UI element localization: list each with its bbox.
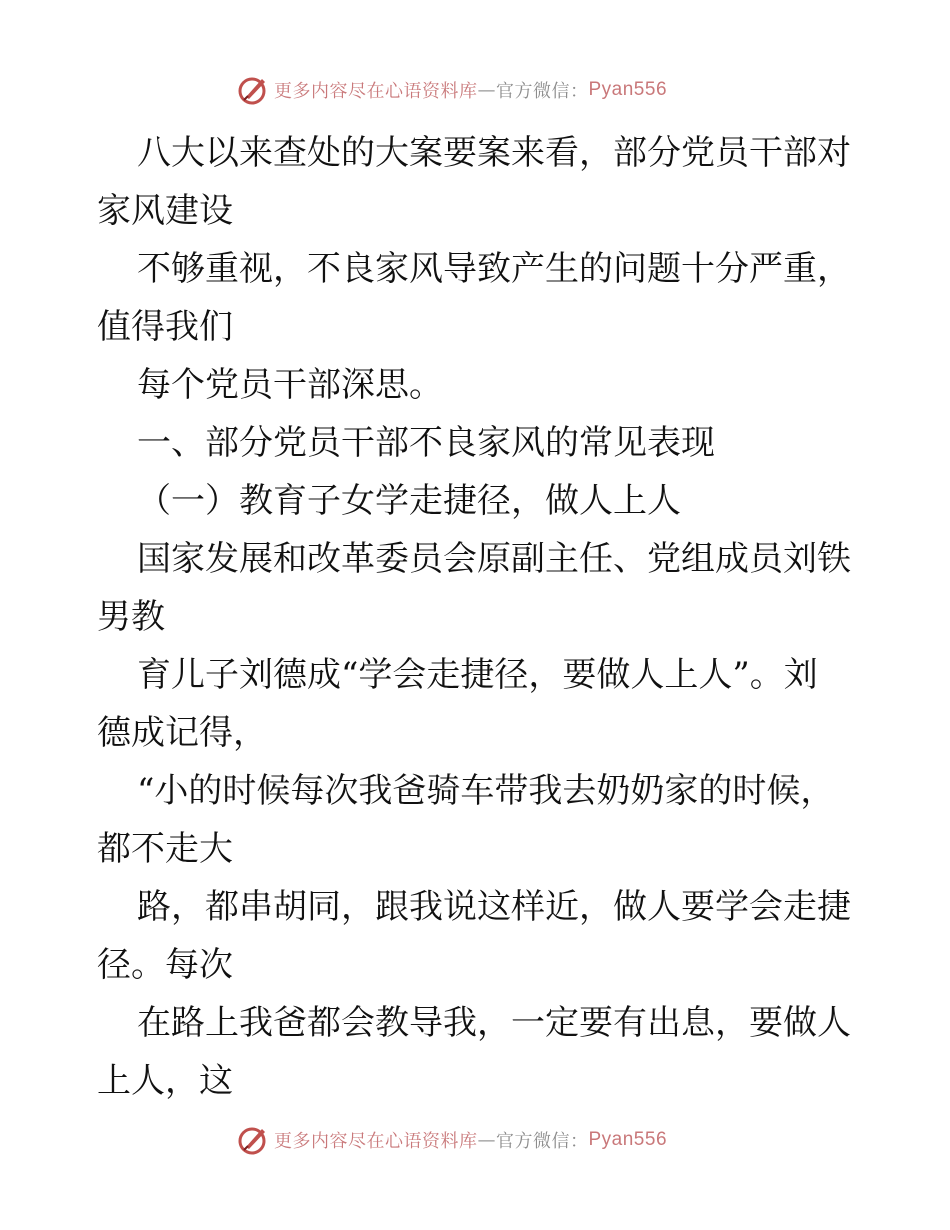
header-wechat-handle: Pyan556 — [588, 79, 668, 100]
body-line: 德成记得， — [97, 713, 267, 753]
quill-pen-seal-icon — [236, 1123, 270, 1157]
header-dash: — — [477, 79, 496, 101]
header-banner — [236, 72, 716, 108]
body-text — [97, 124, 867, 1110]
body-line: 上人，这 — [97, 1061, 233, 1101]
body-line: 男教 — [97, 597, 165, 637]
footer-dash: — — [477, 1129, 496, 1151]
quill-pen-seal-icon — [236, 73, 270, 107]
body-line: “小的时候每次我爸骑车带我去奶奶家的时候， — [137, 771, 835, 811]
body-line: 不够重视，不良家风导致产生的问题十分严重， — [137, 249, 851, 289]
body-line: 每个党员干部深思。 — [137, 365, 443, 405]
body-line: 路，都串胡同，跟我说这样近，做人要学会走捷 — [137, 887, 851, 927]
subsection-heading: （一）教育子女学走捷径，做人上人 — [137, 481, 681, 521]
body-line: 都不走大 — [97, 829, 233, 869]
body-line: 径。每次 — [97, 945, 233, 985]
body-line: 家风建设 — [97, 191, 233, 231]
body-line: 育儿子刘德成“学会走捷径，要做人上人”。刘 — [137, 655, 818, 695]
section-heading: 一、部分党员干部不良家风的常见表现 — [137, 423, 715, 463]
footer-banner — [236, 1122, 716, 1158]
footer-wechat-label: 官方微信： — [496, 1131, 589, 1152]
header-promo-text: 更多内容尽在心语资料库 — [274, 81, 478, 102]
body-line: 在路上我爸都会教导我，一定要有出息，要做人 — [137, 1003, 851, 1043]
header-wechat-label: 官方微信： — [496, 81, 589, 102]
body-line: 八大以来查处的大案要案来看，部分党员干部对 — [137, 133, 851, 173]
body-line: 值得我们 — [97, 307, 233, 347]
footer-promo-text: 更多内容尽在心语资料库 — [274, 1131, 478, 1152]
footer-wechat-handle: Pyan556 — [588, 1129, 668, 1150]
body-line: 国家发展和改革委员会原副主任、党组成员刘铁 — [137, 539, 851, 579]
